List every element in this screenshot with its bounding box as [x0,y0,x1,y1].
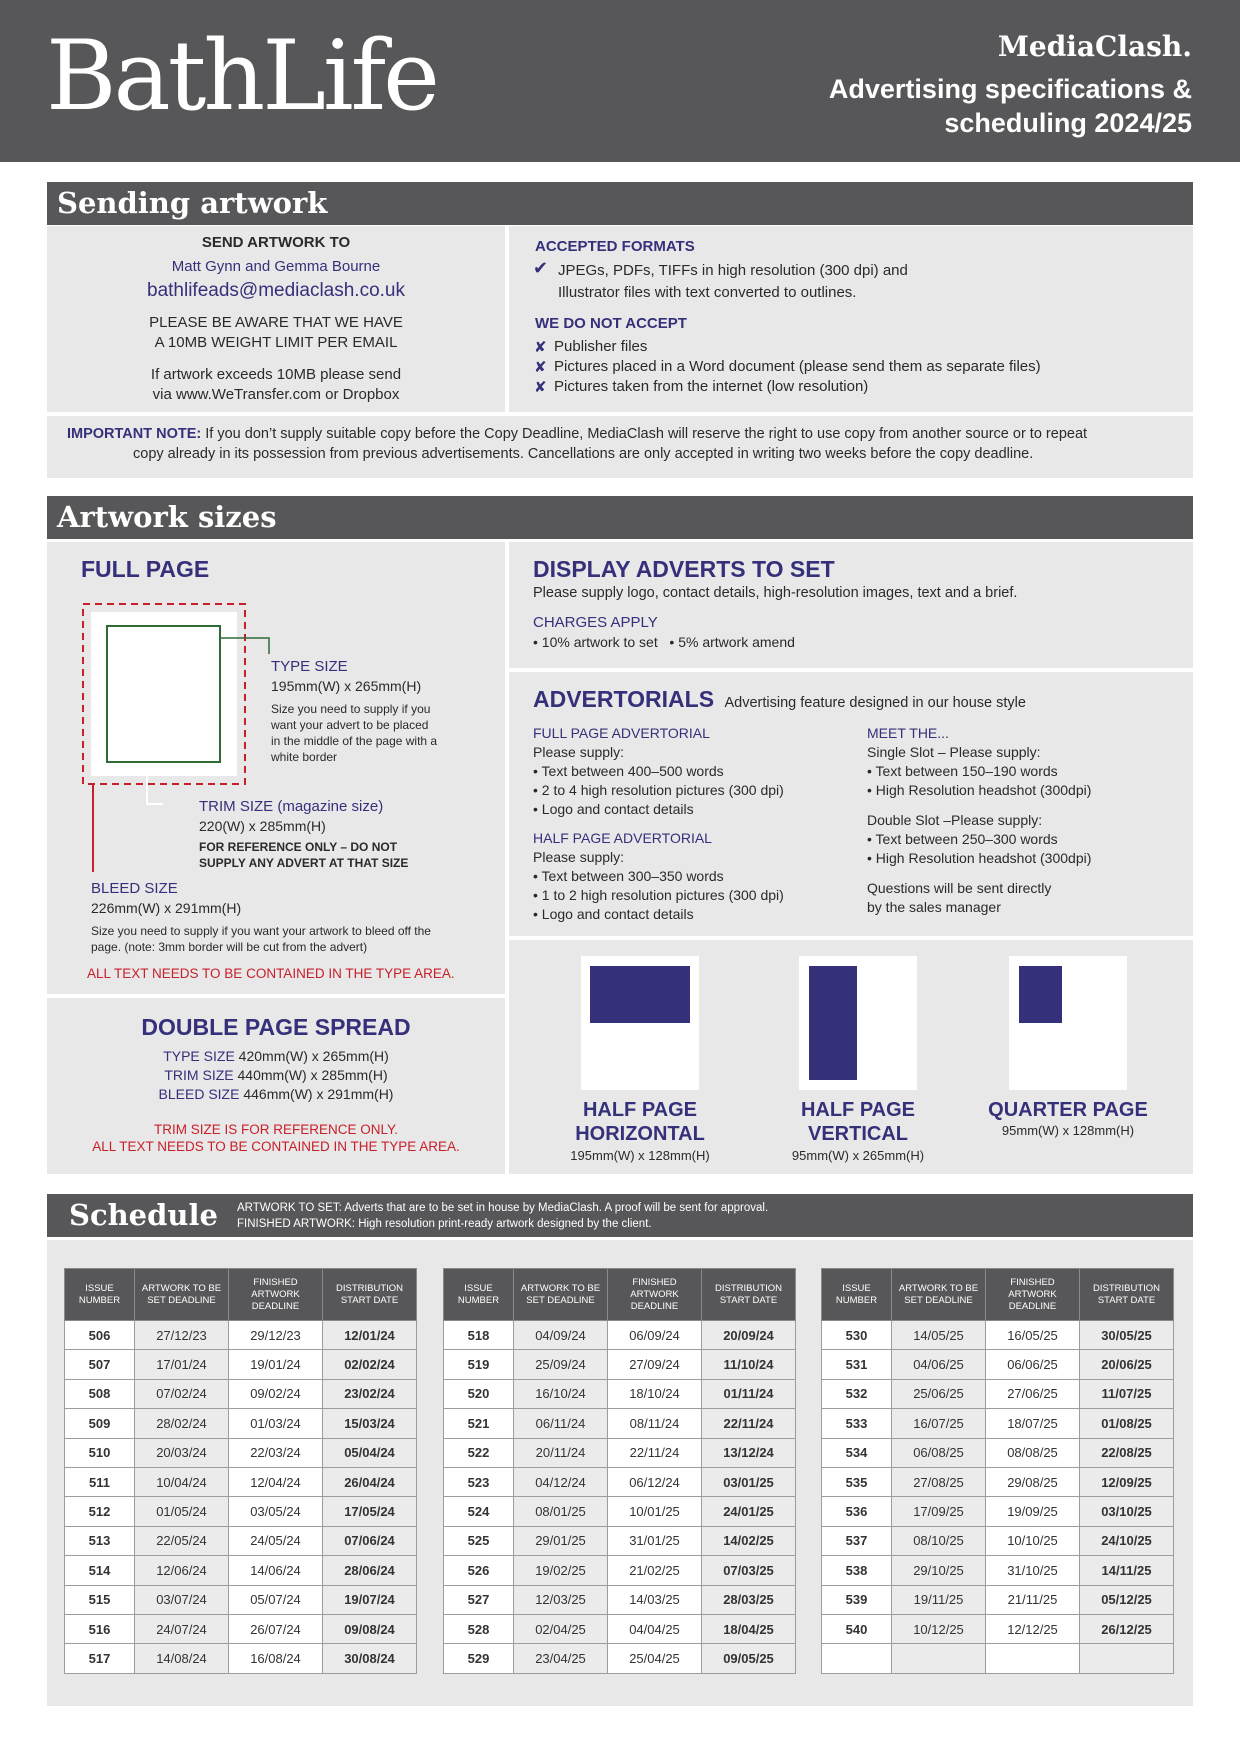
ad-shapes-panel [509,940,1193,1174]
artwork-to-set-cell: 16/10/24 [514,1379,608,1408]
double-page-spread-panel [47,998,505,1174]
table-row [822,1497,1174,1526]
distribution-date-cell: 20/06/25 [1080,1350,1174,1379]
trim-area [91,612,237,776]
important-note-text-1: If you don’t supply suitable copy before the Copy Deadline, MediaClash will reserve the right to use copy from another source or to repeat [205,426,1088,442]
artwork-to-set-cell: 22/05/24 [135,1526,229,1555]
important-note-label: IMPORTANT NOTE: [67,426,202,442]
table-row [444,1350,796,1379]
half-page-horizontal-size: 195mm(W) x 128mm(H) [570,1148,710,1163]
full-page-advertorial-items: • Text between 400–500 words • 2 to 4 high resolution pictures (300 dpi) • Logo and contact details [533,762,853,819]
issue-number-cell: 513 [65,1526,135,1555]
schedule-table [821,1268,1174,1674]
full-page-panel [47,542,505,994]
table-row [65,1644,417,1673]
issue-number-cell: 507 [65,1350,135,1379]
cross-icon: ✘ [534,339,547,356]
finished-artwork-cell: 16/05/25 [986,1321,1080,1350]
distribution-date-cell: 28/03/25 [702,1585,796,1614]
schedule-column-header: FINISHED ARTWORK DEADLINE [986,1269,1080,1321]
table-row [822,1438,1174,1467]
half-page-advertorial: HALF PAGE ADVERTORIAL Please supply: • Text between 300–350 words • 1 to 2 high resolution pictures (300 dpi) • Logo and contact details [533,829,853,924]
important-note-text-2: copy already in its possession from previous advertisements. Cancellations are only accepted in writing two weeks before the copy deadline. [133,446,1034,462]
advertorials-heading: ADVERTORIALS [533,686,715,712]
artwork-to-set-cell [892,1644,986,1673]
distribution-date-cell: 02/02/24 [323,1350,417,1379]
quarter-page-size: 95mm(W) x 128mm(H) [1001,1123,1135,1138]
artwork-to-set-cell: 03/07/24 [135,1585,229,1614]
finished-artwork-cell: 24/05/24 [229,1526,323,1555]
important-note-line-1 [67,426,1087,442]
artwork-to-set-cell: 02/04/25 [514,1614,608,1643]
double-warning-1: TRIM SIZE IS FOR REFERENCE ONLY. [153,1122,399,1137]
finished-artwork-cell: 31/10/25 [986,1556,1080,1585]
artwork-to-set-cell: 25/09/24 [514,1350,608,1379]
accepted-formats-line-1: JPEGs, PDFs, TIFFs in high resolution (300 dpi) and [558,262,908,279]
finished-artwork-cell: 26/07/24 [229,1614,323,1643]
artwork-to-set-cell: 04/09/24 [514,1321,608,1350]
sending-artwork-title: Sending artwork [57,186,328,220]
schedule-title: Schedule [69,1198,218,1232]
artwork-to-set-cell: 14/05/25 [892,1321,986,1350]
table-row [444,1497,796,1526]
finished-artwork-cell: 18/10/24 [608,1379,702,1408]
issue-number-cell: 508 [65,1379,135,1408]
artwork-sizes-title: Artwork sizes [57,500,277,534]
distribution-date-cell: 14/11/25 [1080,1556,1174,1585]
table-row [444,1409,796,1438]
table-row [65,1467,417,1496]
distribution-date-cell: 26/04/24 [323,1467,417,1496]
charges-label: CHARGES APPLY [533,614,658,631]
full-page-heading: FULL PAGE [81,556,210,582]
issue-number-cell: 512 [65,1497,135,1526]
issue-number-cell: 506 [65,1321,135,1350]
half-page-vertical-thumb [799,956,917,1090]
table-row [822,1379,1174,1408]
issue-number-cell: 525 [444,1526,514,1555]
full-page-advertorial: FULL PAGE ADVERTORIAL Please supply: • Text between 400–500 words • 2 to 4 high resolution pictures (300 dpi) • Logo and contact details [533,724,853,819]
distribution-date-cell: 13/12/24 [702,1438,796,1467]
artwork-to-set-cell: 07/02/24 [135,1379,229,1408]
quarter-page-thumb [1009,956,1127,1090]
finished-artwork-cell: 10/10/25 [986,1526,1080,1555]
artwork-to-set-cell: 16/07/25 [892,1409,986,1438]
finished-artwork-cell: 21/11/25 [986,1585,1080,1614]
table-row [822,1409,1174,1438]
finished-artwork-cell: 03/05/24 [229,1497,323,1526]
finished-artwork-cell: 10/01/25 [608,1497,702,1526]
table-row [444,1556,796,1585]
type-area-warning: ALL TEXT NEEDS TO BE CONTAINED IN THE TYPE AREA. [87,966,455,981]
distribution-date-cell: 11/07/25 [1080,1379,1174,1408]
cross-icon: ✘ [534,359,547,376]
double-trim-size: TRIM SIZE 440mm(W) x 285mm(H) [164,1067,388,1083]
distribution-date-cell: 17/05/24 [323,1497,417,1526]
table-row [65,1526,417,1555]
finished-artwork-cell: 31/01/25 [608,1526,702,1555]
schedule-column-header: ARTWORK TO BE SET DEADLINE [892,1269,986,1321]
finished-artwork-cell: 04/04/25 [608,1614,702,1643]
table-row [444,1526,796,1555]
distribution-date-cell: 22/11/24 [702,1409,796,1438]
schedule-header-row [822,1269,1174,1321]
finished-artwork-cell [986,1644,1080,1673]
bath-life-logo: BathLife [46,20,437,132]
artwork-to-set-cell: 25/06/25 [892,1379,986,1408]
double-bleed-size: BLEED SIZE 446mm(W) x 291mm(H) [158,1086,394,1102]
artwork-to-set-cell: 20/03/24 [135,1438,229,1467]
distribution-date-cell: 07/06/24 [323,1526,417,1555]
distribution-date-cell: 01/11/24 [702,1379,796,1408]
issue-number-cell: 516 [65,1614,135,1643]
meet-the-section: MEET THE... Single Slot – Please supply: • Text between 150–190 words • High Resolution headshot (300dpi) Double Slot –Please supply: • Text between 250–300 words • High Resolution headshot (300dpi) Questions will be sent directly by the sales manager [867,724,1177,917]
artwork-sizes-bar [47,496,1193,539]
issue-number-cell: 514 [65,1556,135,1585]
half-page-advertorial-items: • Text between 300–350 words • 1 to 2 high resolution pictures (300 dpi) • Logo and contact details [533,867,853,924]
finished-artwork-cell: 14/03/25 [608,1585,702,1614]
table-row [65,1379,417,1408]
cross-icon: ✘ [534,379,547,396]
finished-artwork-cell: 12/12/25 [986,1614,1080,1643]
issue-number-cell: 526 [444,1556,514,1585]
artwork-to-set-cell: 28/02/24 [135,1409,229,1438]
artwork-to-set-cell: 01/05/24 [135,1497,229,1526]
issue-number-cell: 528 [444,1614,514,1643]
distribution-date-cell: 01/08/25 [1080,1409,1174,1438]
artwork-to-set-cell: 08/01/25 [514,1497,608,1526]
contacts-names: Matt Gynn and Gemma Bourne [171,258,381,275]
accepted-formats-heading: ACCEPTED FORMATS [535,238,695,255]
issue-number-cell: 540 [822,1614,892,1643]
issue-number-cell: 533 [822,1409,892,1438]
schedule-column-header: DISTRIBUTION START DATE [1080,1269,1174,1321]
issue-number-cell: 521 [444,1409,514,1438]
artwork-to-set-cell: 19/11/25 [892,1585,986,1614]
table-row [444,1321,796,1350]
finished-artwork-cell: 06/06/25 [986,1350,1080,1379]
finished-artwork-cell: 19/09/25 [986,1497,1080,1526]
artwork-to-set-cell: 12/03/25 [514,1585,608,1614]
finished-artwork-cell: 21/02/25 [608,1556,702,1585]
document-subtitle: Advertising specifications & scheduling 2024/25 [828,74,1192,138]
distribution-date-cell: 28/06/24 [323,1556,417,1585]
issue-number-cell: 536 [822,1497,892,1526]
artwork-to-set-cell: 29/01/25 [514,1526,608,1555]
send-to-heading: SEND ARTWORK TO [201,234,351,251]
issue-number-cell: 524 [444,1497,514,1526]
issue-number-cell: 517 [65,1644,135,1673]
advertorials-desc: Advertising feature designed in our house style [724,695,1026,711]
distribution-date-cell: 20/09/24 [702,1321,796,1350]
schedule-column-header: ISSUE NUMBER [444,1269,514,1321]
artwork-to-set-cell: 29/10/25 [892,1556,986,1585]
distribution-date-cell [1080,1644,1174,1673]
finished-artwork-cell: 29/08/25 [986,1467,1080,1496]
finished-artwork-cell: 18/07/25 [986,1409,1080,1438]
issue-number-cell: 522 [444,1438,514,1467]
meet-the-label: MEET THE... [867,725,949,741]
finished-artwork-cell: 16/08/24 [229,1644,323,1673]
artwork-to-set-cell: 06/08/25 [892,1438,986,1467]
finished-artwork-cell: 08/11/24 [608,1409,702,1438]
finished-artwork-cell: 09/02/24 [229,1379,323,1408]
table-row [822,1644,1174,1673]
accepted-formats-line-2: Illustrator files with text converted to outlines. [558,284,857,301]
distribution-date-cell: 18/04/25 [702,1614,796,1643]
double-page-heading: DOUBLE PAGE SPREAD [141,1014,411,1040]
send-to-panel [47,226,505,412]
finished-artwork-cell: 22/11/24 [608,1438,702,1467]
table-row [822,1585,1174,1614]
bleed-size-desc-1: Size you need to supply if you want your artwork to bleed off the [91,924,431,938]
bleed-size-label: BLEED SIZE [91,880,178,897]
table-row [444,1379,796,1408]
trim-size-note-2: SUPPLY ANY ADVERT AT THAT SIZE [199,856,409,870]
table-row [444,1644,796,1673]
finished-artwork-cell: 27/09/24 [608,1350,702,1379]
issue-number-cell: 530 [822,1321,892,1350]
double-warning-2: ALL TEXT NEEDS TO BE CONTAINED IN THE TYPE AREA. [92,1139,460,1154]
distribution-date-cell: 05/12/25 [1080,1585,1174,1614]
issue-number-cell: 510 [65,1438,135,1467]
distribution-date-cell: 03/10/25 [1080,1497,1174,1526]
finished-artwork-cell: 29/12/23 [229,1321,323,1350]
not-accept-item: Publisher files [554,338,648,355]
issue-number-cell: 519 [444,1350,514,1379]
artwork-to-set-cell: 04/12/24 [514,1467,608,1496]
issue-number-cell: 515 [65,1585,135,1614]
half-page-vertical-size: 95mm(W) x 265mm(H) [791,1148,925,1163]
schedule-column-header: FINISHED ARTWORK DEADLINE [608,1269,702,1321]
check-icon: ✔ [533,258,549,278]
distribution-date-cell: 22/08/25 [1080,1438,1174,1467]
artwork-to-set-cell: 04/06/25 [892,1350,986,1379]
weight-warning-1: PLEASE BE AWARE THAT WE HAVE [149,314,403,331]
finished-artwork-cell: 06/09/24 [608,1321,702,1350]
issue-number-cell: 520 [444,1379,514,1408]
schedule-note-1: ARTWORK TO SET: Adverts that are to be set in house by MediaClash. A proof will be sent for approval. [237,1202,769,1214]
distribution-date-cell: 09/08/24 [323,1614,417,1643]
half-page-advertorial-label: HALF PAGE ADVERTORIAL [533,830,712,846]
trim-size-value: 220(W) x 285mm(H) [199,818,326,834]
table-row [444,1585,796,1614]
table-row [822,1526,1174,1555]
issue-number-cell: 535 [822,1467,892,1496]
weight-warning-2: A 10MB WEIGHT LIMIT PER EMAIL [154,334,398,351]
finished-artwork-cell: 12/04/24 [229,1467,323,1496]
table-row [444,1438,796,1467]
schedule-header-row [65,1269,417,1321]
bleed-size-desc-2: page. (note: 3mm border will be cut from the advert) [91,940,368,954]
distribution-date-cell: 12/01/24 [323,1321,417,1350]
mediaclash-brand: MediaClash. [997,30,1192,63]
finished-artwork-cell: 22/03/24 [229,1438,323,1467]
exceeds-note-1: If artwork exceeds 10MB please send [150,366,402,383]
issue-number-cell: 518 [444,1321,514,1350]
artwork-to-set-cell: 10/12/25 [892,1614,986,1643]
finished-artwork-cell: 01/03/24 [229,1409,323,1438]
table-row [65,1321,417,1350]
issue-number-cell: 529 [444,1644,514,1673]
distribution-date-cell: 30/05/25 [1080,1321,1174,1350]
schedule-column-header: ISSUE NUMBER [65,1269,135,1321]
double-type-size: TYPE SIZE 420mm(W) x 265mm(H) [163,1048,389,1064]
schedule-bar [47,1194,1193,1237]
table-row [822,1556,1174,1585]
table-row [444,1467,796,1496]
quarter-page-label: QUARTER PAGE [988,1099,1148,1121]
formats-panel [509,226,1193,412]
table-row [65,1585,417,1614]
artwork-to-set-cell: 14/08/24 [135,1644,229,1673]
type-size-label: TYPE SIZE [271,658,348,675]
table-row [65,1350,417,1379]
issue-number-cell: 531 [822,1350,892,1379]
distribution-date-cell: 15/03/24 [323,1409,417,1438]
artwork-to-set-cell: 24/07/24 [135,1614,229,1643]
artwork-to-set-cell: 17/09/25 [892,1497,986,1526]
finished-artwork-cell: 27/06/25 [986,1379,1080,1408]
distribution-date-cell: 26/12/25 [1080,1614,1174,1643]
half-page-horizontal-label: HALF PAGE HORIZONTAL [575,1099,705,1145]
half-vertical-area [809,966,857,1080]
issue-number-cell: 527 [444,1585,514,1614]
distribution-date-cell: 23/02/24 [323,1379,417,1408]
issue-number-cell: 509 [65,1409,135,1438]
finished-artwork-cell: 05/07/24 [229,1585,323,1614]
schedule-column-header: DISTRIBUTION START DATE [702,1269,796,1321]
table-row [822,1467,1174,1496]
issue-number-cell: 539 [822,1585,892,1614]
finished-artwork-cell: 25/04/25 [608,1644,702,1673]
trim-leader-line [147,776,163,804]
finished-artwork-cell: 08/08/25 [986,1438,1080,1467]
trim-size-note-1: FOR REFERENCE ONLY – DO NOT [199,840,398,854]
distribution-date-cell: 11/10/24 [702,1350,796,1379]
artwork-to-set-cell: 20/11/24 [514,1438,608,1467]
type-size-value: 195mm(W) x 265mm(H) [271,678,422,694]
distribution-date-cell: 05/04/24 [323,1438,417,1467]
schedule-panel [47,1240,1193,1706]
artwork-to-set-cell: 17/01/24 [135,1350,229,1379]
schedule-table [443,1268,796,1674]
artwork-to-set-cell: 06/11/24 [514,1409,608,1438]
table-row [822,1614,1174,1643]
finished-artwork-cell: 06/12/24 [608,1467,702,1496]
issue-number-cell: 538 [822,1556,892,1585]
bleed-size-value: 226mm(W) x 291mm(H) [91,900,242,916]
distribution-date-cell: 24/10/25 [1080,1526,1174,1555]
table-row [65,1438,417,1467]
issue-number-cell: 537 [822,1526,892,1555]
charges-list: • 10% artwork to set • 5% artwork amend [533,634,795,650]
schedule-column-header: DISTRIBUTION START DATE [323,1269,417,1321]
display-adverts-heading: DISPLAY ADVERTS TO SET [533,556,835,582]
schedule-table [64,1268,417,1674]
not-accept-heading: WE DO NOT ACCEPT [535,315,687,332]
distribution-date-cell: 24/01/25 [702,1497,796,1526]
display-adverts-panel [509,542,1193,668]
issue-number-cell: 534 [822,1438,892,1467]
schedule-note-2: FINISHED ARTWORK: High resolution print-ready artwork designed by the client. [237,1218,652,1230]
issue-number-cell: 532 [822,1379,892,1408]
table-row [65,1409,417,1438]
not-accept-item: Pictures taken from the internet (low resolution) [554,378,869,395]
artwork-to-set-cell: 12/06/24 [135,1556,229,1585]
important-note-panel [47,416,1193,478]
distribution-date-cell: 12/09/25 [1080,1467,1174,1496]
schedule-column-header: ISSUE NUMBER [822,1269,892,1321]
trim-size-label: TRIM SIZE (magazine size) [199,798,384,815]
finished-artwork-cell: 19/01/24 [229,1350,323,1379]
advertorials-title-row [533,686,1026,713]
half-horizontal-area [590,966,690,1023]
half-page-vertical-label: HALF PAGE VERTICAL [800,1099,916,1145]
page-header [0,0,1240,162]
distribution-date-cell: 30/08/24 [323,1644,417,1673]
exceeds-note-2: via www.WeTransfer.com or Dropbox [152,386,400,403]
display-adverts-desc: Please supply logo, contact details, high-resolution images, text and a brief. [533,585,1018,601]
artwork-email-link[interactable]: bathlifeads@mediaclash.co.uk [147,280,405,301]
table-row [444,1614,796,1643]
artwork-to-set-cell: 08/10/25 [892,1526,986,1555]
half-page-horizontal-thumb [581,956,699,1090]
artwork-to-set-cell: 19/02/25 [514,1556,608,1585]
distribution-date-cell: 09/05/25 [702,1644,796,1673]
distribution-date-cell: 19/07/24 [323,1585,417,1614]
issue-number-cell: 523 [444,1467,514,1496]
type-size-desc: Size you need to supply if you want your advert to be placed in the middle of the page with a white border [271,702,438,764]
schedule-column-header: ARTWORK TO BE SET DEADLINE [135,1269,229,1321]
distribution-date-cell: 07/03/25 [702,1556,796,1585]
artwork-to-set-cell: 23/04/25 [514,1644,608,1673]
full-page-advertorial-label: FULL PAGE ADVERTORIAL [533,725,710,741]
quarter-area [1019,966,1062,1023]
table-row [822,1350,1174,1379]
schedule-column-header: ARTWORK TO BE SET DEADLINE [514,1269,608,1321]
finished-artwork-cell: 14/06/24 [229,1556,323,1585]
schedule-header-row [444,1269,796,1321]
not-accept-item: Pictures placed in a Word document (please send them as separate files) [554,358,1041,375]
table-row [65,1497,417,1526]
table-row [65,1556,417,1585]
issue-number-cell: 511 [65,1467,135,1496]
table-row [65,1614,417,1643]
sending-artwork-bar [47,182,1193,225]
distribution-date-cell: 14/02/25 [702,1526,796,1555]
artwork-to-set-cell: 27/12/23 [135,1321,229,1350]
issue-number-cell [822,1644,892,1673]
distribution-date-cell: 03/01/25 [702,1467,796,1496]
artwork-to-set-cell: 10/04/24 [135,1467,229,1496]
artwork-to-set-cell: 27/08/25 [892,1467,986,1496]
schedule-column-header: FINISHED ARTWORK DEADLINE [229,1269,323,1321]
table-row [822,1321,1174,1350]
advertorials-panel [509,672,1193,936]
